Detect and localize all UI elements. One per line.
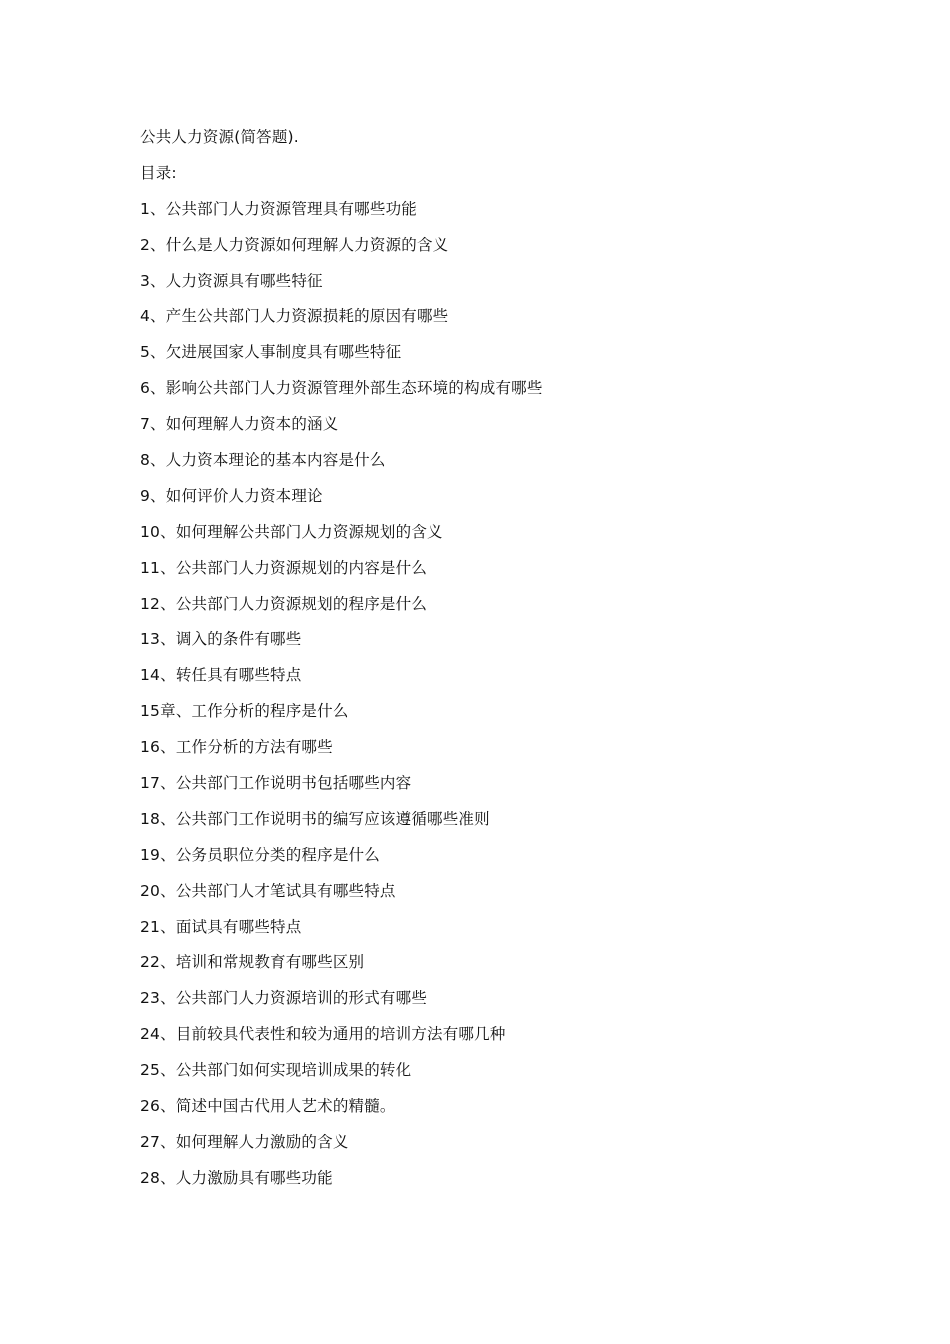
toc-item: 22、培训和常规教育有哪些区别 <box>140 953 365 972</box>
toc-item: 1、公共部门人力资源管理具有哪些功能 <box>140 199 417 218</box>
toc-item: 25、公共部门如何实现培训成果的转化 <box>140 1061 412 1080</box>
toc-item: 13、调入的条件有哪些 <box>140 630 302 649</box>
toc-item: 19、公务员职位分类的程序是什么 <box>140 845 380 864</box>
toc-item: 12、公共部门人力资源规划的程序是什么 <box>140 594 428 613</box>
toc-item: 14、转任具有哪些特点 <box>140 666 302 685</box>
toc-list <box>140 196 840 1201</box>
toc-item: 23、公共部门人力资源培训的形式有哪些 <box>140 989 428 1008</box>
toc-item: 17、公共部门工作说明书包括哪些内容 <box>140 774 412 793</box>
toc-item: 6、影响公共部门人力资源管理外部生态环境的构成有哪些 <box>140 379 543 398</box>
toc-item: 11、公共部门人力资源规划的内容是什么 <box>140 558 428 577</box>
toc-item: 27、如何理解人力激励的含义 <box>140 1132 349 1151</box>
toc-item: 26、简述中国古代用人艺术的精髓。 <box>140 1097 396 1116</box>
toc-item: 9、如何评价人力资本理论 <box>140 486 323 505</box>
toc-item: 18、公共部门工作说明书的编写应该遵循哪些准则 <box>140 809 490 828</box>
toc-item: 20、公共部门人才笔试具有哪些特点 <box>140 881 396 900</box>
toc-item: 8、人力资本理论的基本内容是什么 <box>140 451 386 470</box>
toc-item: 10、如何理解公共部门人力资源规划的含义 <box>140 522 443 541</box>
document-title: 公共人力资源(简答题). <box>140 128 299 146</box>
toc-item: 21、面试具有哪些特点 <box>140 917 302 936</box>
toc-item: 4、产生公共部门人力资源损耗的原因有哪些 <box>140 307 449 326</box>
toc-item: 16、工作分析的方法有哪些 <box>140 738 333 757</box>
toc-item: 5、欠进展国家人事制度具有哪些特征 <box>140 343 402 362</box>
toc-item: 28、人力激励具有哪些功能 <box>140 1168 333 1187</box>
toc-item: 15章、工作分析的程序是什么 <box>140 702 349 721</box>
document-content <box>140 124 840 1201</box>
toc-item: 24、目前较具代表性和较为通用的培训方法有哪几种 <box>140 1025 506 1044</box>
toc-item: 2、什么是人力资源如何理解人力资源的含义 <box>140 235 449 254</box>
toc-label: 目录: <box>140 163 177 182</box>
toc-item: 3、人力资源具有哪些特征 <box>140 271 323 290</box>
toc-item: 7、如何理解人力资本的涵义 <box>140 415 339 434</box>
